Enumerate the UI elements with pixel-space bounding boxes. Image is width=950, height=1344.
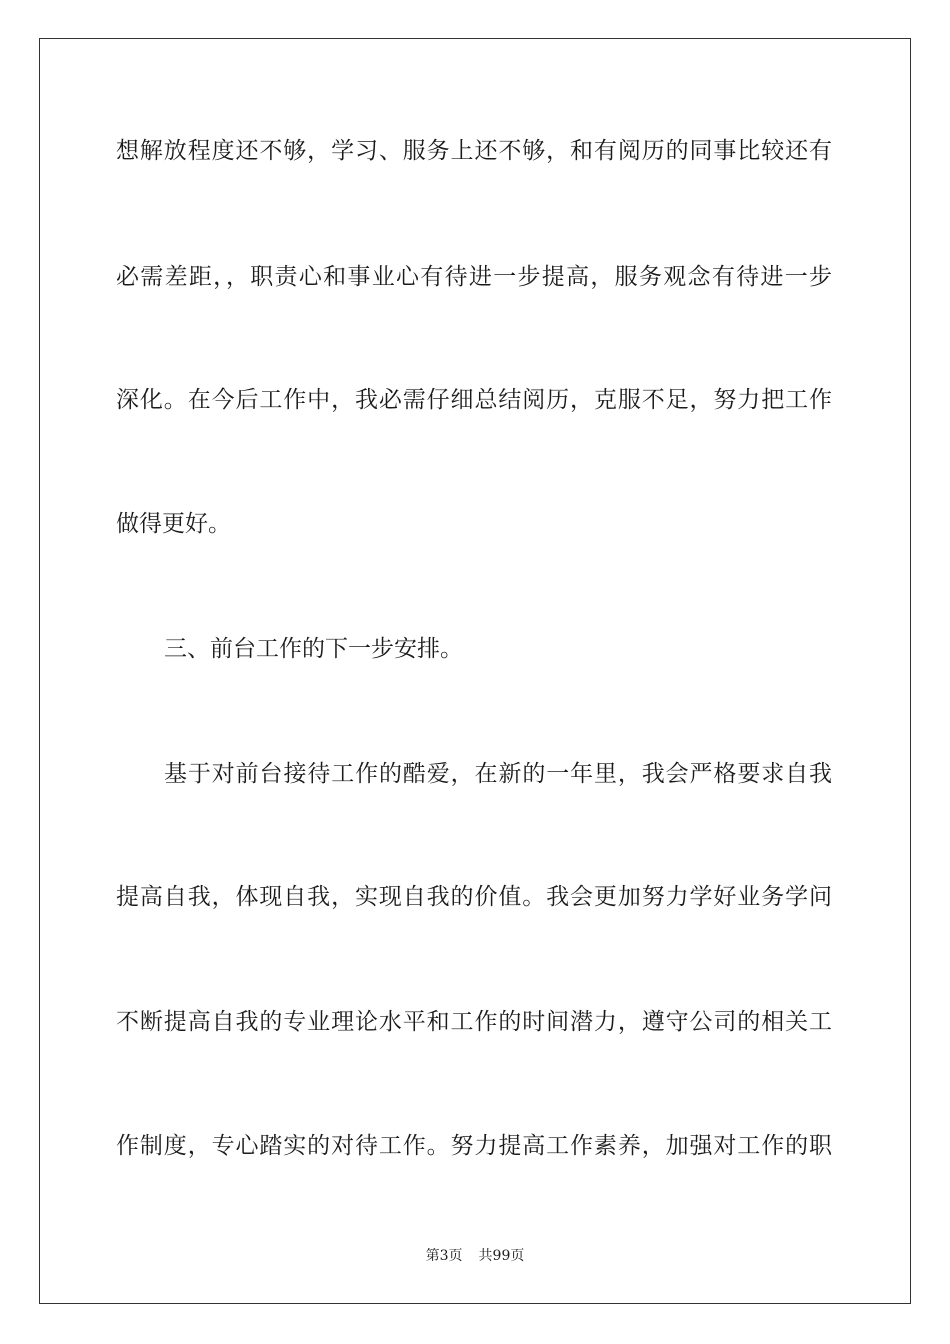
paragraph-line: 基于对前台接待工作的酷爱，在新的一年里，我会严格要求自我	[164, 761, 832, 787]
page-number: 第3页	[425, 1248, 463, 1264]
page-footer	[0, 1246, 950, 1266]
paragraph-line: 做得更好。	[116, 511, 231, 537]
paragraph-line: 作制度，专心踏实的对待工作。努力提高工作素养，加强对工作的职	[116, 1133, 832, 1159]
paragraph-line: 必需差距，，职责心和事业心有待进一步提高，服务观念有待进一步	[116, 264, 832, 290]
paragraph-line: 想解放程度还不够，学习、服务上还不够，和有阅历的同事比较还有	[116, 138, 832, 164]
paragraph-line: 深化。在今后工作中，我必需仔细总结阅历，克服不足，努力把工作	[116, 387, 832, 413]
page-total: 共99页	[478, 1248, 525, 1264]
page-border	[39, 38, 911, 1304]
paragraph-line: 提高自我，体现自我，实现自我的价值。我会更加努力学好业务学问	[116, 884, 832, 910]
paragraph-line: 不断提高自我的专业理论水平和工作的时间潜力，遵守公司的相关工	[116, 1009, 832, 1035]
section-heading: 三、前台工作的下一步安排。	[164, 636, 463, 662]
